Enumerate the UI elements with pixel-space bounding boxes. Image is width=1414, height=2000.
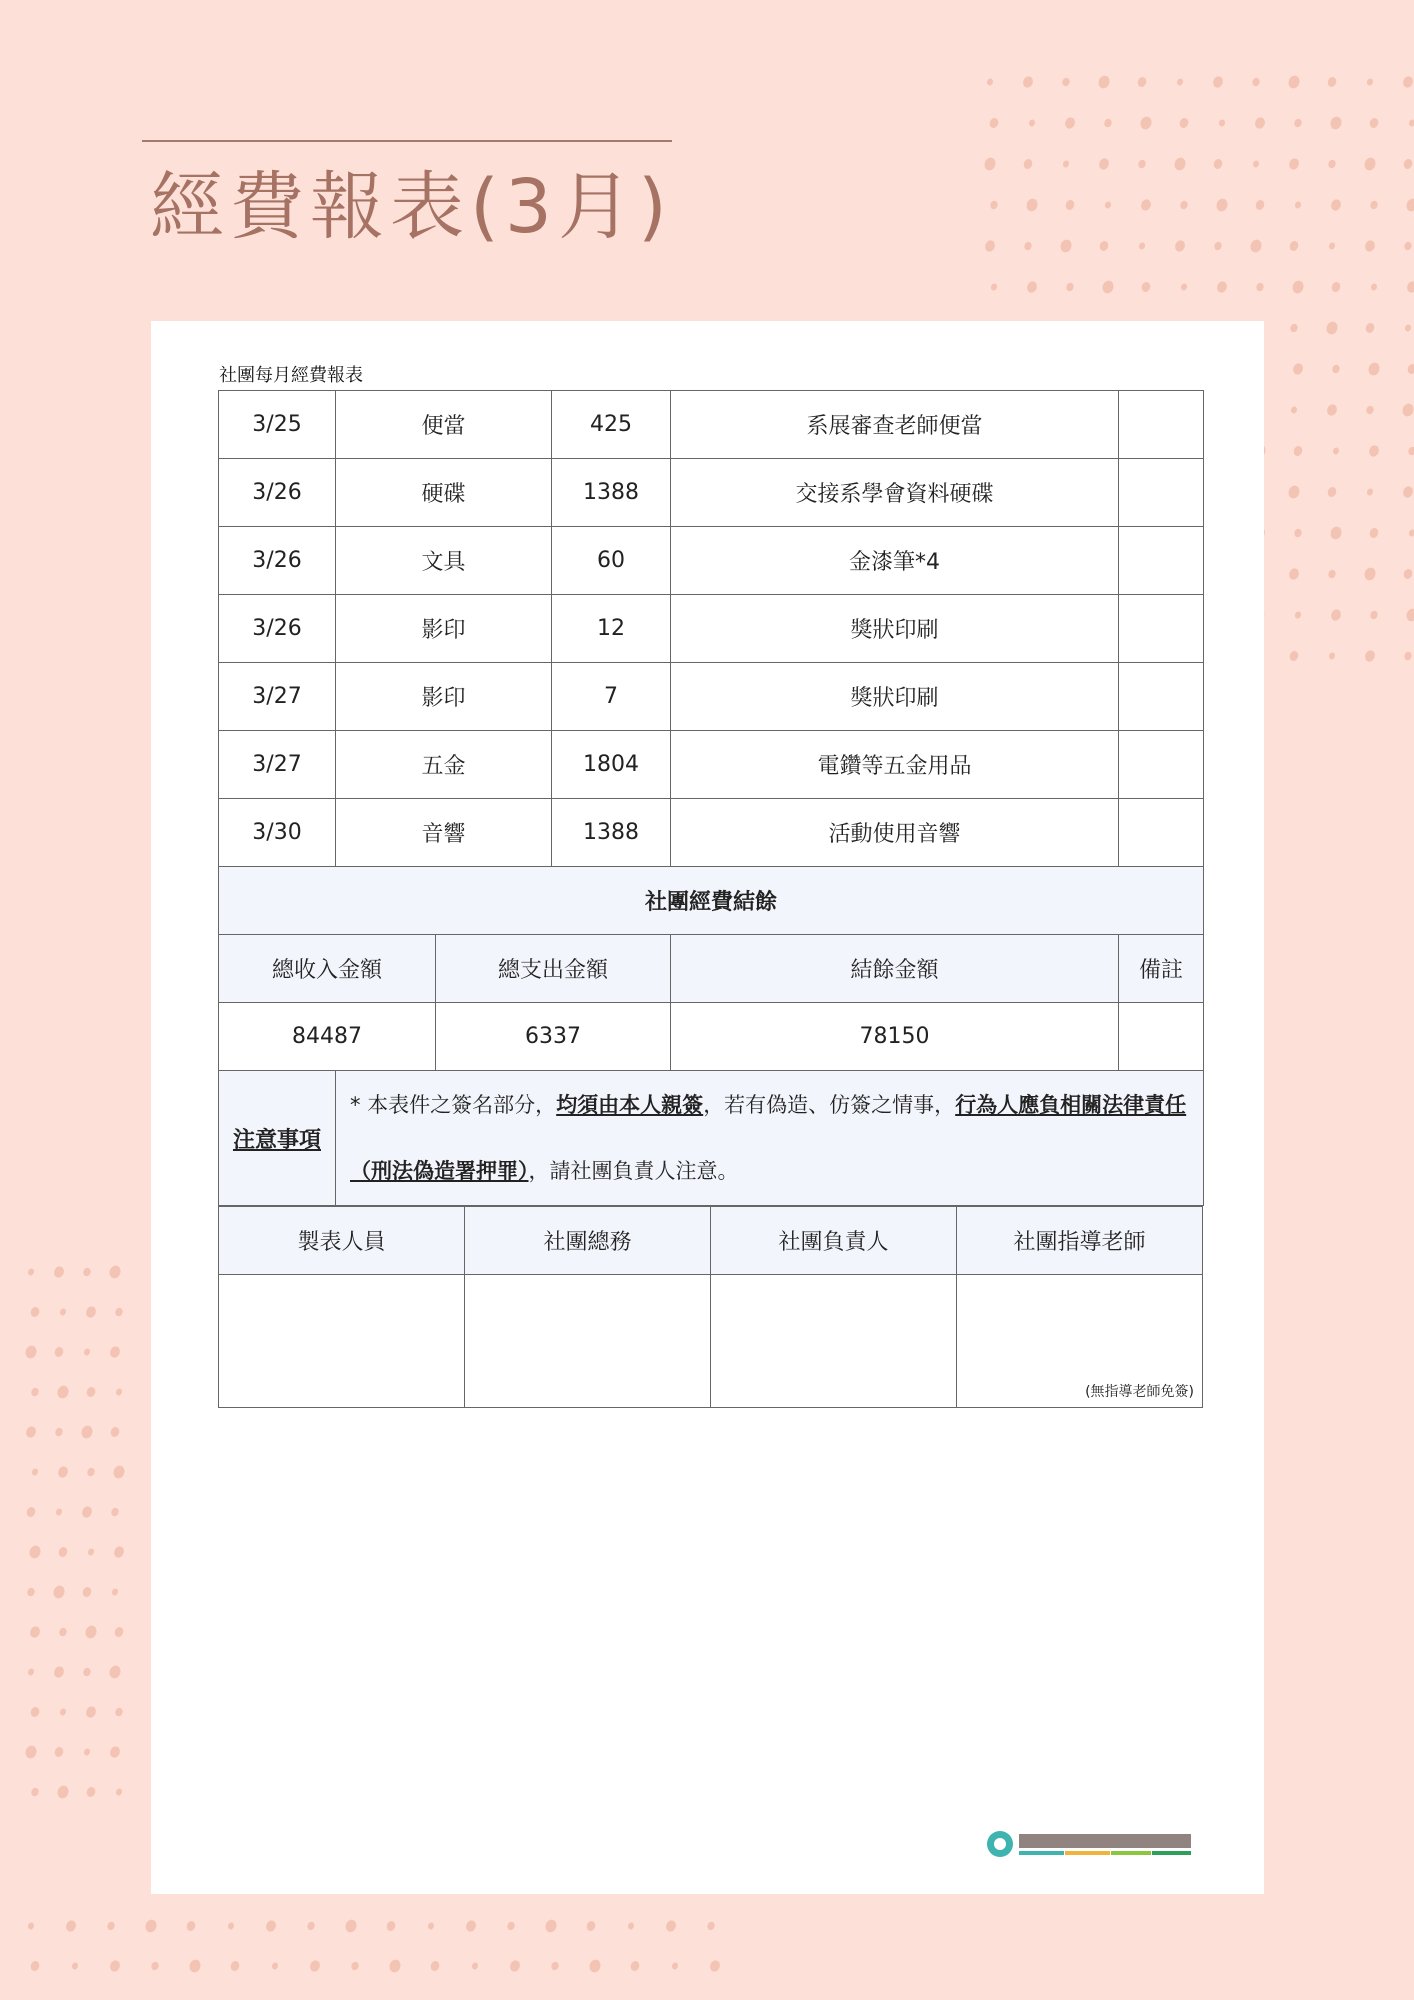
description-cell: 獎狀印刷 bbox=[671, 663, 1119, 731]
decorative-dot bbox=[1330, 281, 1341, 293]
amount-cell: 1388 bbox=[552, 459, 671, 527]
decorative-dot bbox=[54, 1427, 64, 1438]
decorative-dot bbox=[1218, 119, 1226, 128]
decorative-dot bbox=[509, 1959, 522, 1973]
decorative-dot bbox=[113, 1626, 124, 1638]
decorative-dot bbox=[1291, 279, 1306, 295]
decorative-dot bbox=[28, 1544, 43, 1560]
notice-part2: 均須由本人親簽 bbox=[556, 1093, 704, 1117]
decorative-dot bbox=[53, 1346, 64, 1358]
decorative-dot bbox=[1287, 74, 1302, 90]
decorative-dot bbox=[1330, 198, 1343, 212]
preparer-header: 製表人員 bbox=[219, 1207, 465, 1275]
decorative-dot bbox=[709, 1959, 722, 1973]
decorative-dot bbox=[1104, 201, 1112, 210]
decorative-dot bbox=[56, 1384, 71, 1400]
decorative-dot bbox=[25, 1425, 38, 1439]
decorative-dot bbox=[989, 200, 999, 211]
decorative-dot bbox=[1022, 158, 1033, 170]
remark-cell bbox=[1119, 595, 1204, 663]
table-row bbox=[219, 731, 1204, 799]
description-cell: 金漆筆*4 bbox=[671, 527, 1119, 595]
decorative-dot bbox=[986, 78, 994, 87]
decorative-dot bbox=[265, 1919, 278, 1933]
decorative-dot bbox=[108, 1664, 123, 1680]
decorative-dot bbox=[1026, 280, 1039, 294]
decorative-dot bbox=[1252, 160, 1260, 169]
decorative-dot bbox=[24, 1344, 39, 1360]
decorative-dot bbox=[27, 1922, 35, 1931]
decorative-dot bbox=[1402, 158, 1413, 170]
decorative-dot bbox=[1406, 363, 1414, 375]
decorative-dot bbox=[109, 1745, 122, 1759]
decorative-dot bbox=[29, 1706, 40, 1718]
preparer-signature-box[interactable] bbox=[219, 1275, 465, 1408]
decorative-dot bbox=[52, 1584, 67, 1600]
decorative-dot bbox=[988, 117, 999, 129]
decorative-dot bbox=[1293, 528, 1303, 539]
decorative-dot bbox=[1402, 568, 1413, 580]
decorative-dot bbox=[56, 1784, 71, 1800]
decorative-dot bbox=[1369, 610, 1379, 621]
decorative-dot bbox=[1254, 199, 1265, 211]
decorative-dot bbox=[1137, 159, 1147, 170]
decorative-dot bbox=[1368, 117, 1379, 129]
decorative-dot bbox=[80, 1424, 95, 1440]
decorative-dot bbox=[1028, 119, 1036, 128]
university-logo bbox=[985, 1827, 1195, 1861]
decorative-dot bbox=[1363, 156, 1378, 172]
decorative-dot bbox=[1402, 485, 1414, 499]
decorative-dot bbox=[57, 1465, 70, 1479]
date-cell: 3/25 bbox=[219, 391, 336, 459]
decorative-dot bbox=[506, 1921, 516, 1932]
decorative-dot bbox=[1368, 444, 1381, 458]
decorative-dot bbox=[990, 283, 998, 292]
decorative-dot bbox=[114, 1707, 124, 1718]
decorative-dot bbox=[1254, 116, 1267, 130]
decorative-dot bbox=[82, 1667, 92, 1678]
decorative-dot bbox=[550, 1961, 560, 1972]
decorative-dot bbox=[1062, 160, 1070, 169]
decorative-dot bbox=[1213, 241, 1223, 252]
decorative-dot bbox=[1370, 283, 1378, 292]
decorative-dot bbox=[1249, 238, 1264, 254]
decorative-dot bbox=[1216, 280, 1229, 294]
item-cell: 影印 bbox=[336, 663, 552, 731]
decorative-dot bbox=[27, 1668, 35, 1677]
advisor-exempt-note: (無指導老師免簽) bbox=[1085, 1384, 1194, 1400]
decorative-dot bbox=[27, 1268, 35, 1277]
table-row bbox=[219, 459, 1204, 527]
description-cell: 電鑽等五金用品 bbox=[671, 731, 1119, 799]
date-cell: 3/27 bbox=[219, 731, 336, 799]
decorative-dot bbox=[1288, 650, 1299, 662]
decorative-dot bbox=[1287, 484, 1302, 500]
decorative-dot bbox=[81, 1586, 92, 1598]
amount-cell: 7 bbox=[552, 663, 671, 731]
decorative-dot bbox=[108, 1264, 123, 1280]
decorative-dot bbox=[29, 1960, 40, 1972]
decorative-dot bbox=[1138, 242, 1146, 251]
treasurer-header: 社團總務 bbox=[465, 1207, 711, 1275]
decorative-dot bbox=[1174, 239, 1187, 253]
total-income-header: 總收入金額 bbox=[219, 935, 436, 1003]
balance-heading: 社團經費結餘 bbox=[219, 867, 1204, 935]
decorative-dot bbox=[1140, 198, 1153, 212]
decorative-dot bbox=[1403, 651, 1413, 662]
decorative-dot bbox=[59, 1308, 67, 1317]
decorative-dot bbox=[1064, 116, 1077, 130]
decorative-dot bbox=[1064, 199, 1075, 211]
notice-part1: * 本表件之簽名部分， bbox=[350, 1093, 557, 1117]
decorative-dot bbox=[1288, 567, 1301, 581]
decorative-dot bbox=[29, 1306, 40, 1318]
decorative-dot bbox=[1061, 77, 1071, 88]
decorative-dot bbox=[1364, 322, 1375, 334]
decorative-dot bbox=[1330, 608, 1343, 622]
date-cell: 3/27 bbox=[219, 663, 336, 731]
decorative-dot bbox=[344, 1918, 359, 1934]
decorative-dot bbox=[588, 1958, 603, 1974]
decorative-dot bbox=[1365, 405, 1375, 416]
table-row bbox=[219, 663, 1204, 731]
decorative-dot bbox=[671, 1962, 679, 1971]
decorative-dot bbox=[1325, 320, 1340, 336]
item-cell: 便當 bbox=[336, 391, 552, 459]
decorative-dot bbox=[1025, 197, 1040, 213]
date-cell: 3/26 bbox=[219, 527, 336, 595]
decorative-dot bbox=[1179, 200, 1189, 211]
decorative-dot bbox=[144, 1918, 159, 1934]
decorative-dot bbox=[1140, 281, 1151, 293]
decorative-dot bbox=[113, 1545, 126, 1559]
notice-part4: 行為人應負相關法律責任（刑法偽造署押罪） bbox=[350, 1093, 1187, 1183]
decorative-dot bbox=[87, 1548, 95, 1557]
decorative-dot bbox=[58, 1627, 68, 1638]
item-cell: 音響 bbox=[336, 799, 552, 867]
decorative-dot bbox=[30, 1387, 40, 1398]
decorative-dot bbox=[1364, 649, 1377, 663]
date-cell: 3/30 bbox=[219, 799, 336, 867]
decorative-dot bbox=[629, 1960, 640, 1972]
amount-cell: 12 bbox=[552, 595, 671, 663]
decorative-dot bbox=[227, 1922, 235, 1931]
decorative-dot bbox=[983, 156, 998, 172]
signature-table bbox=[218, 1206, 1203, 1408]
decorative-dot bbox=[229, 1960, 240, 1972]
date-cell: 3/26 bbox=[219, 459, 336, 527]
decorative-dot bbox=[185, 1920, 196, 1932]
decorative-dot bbox=[150, 1961, 160, 1972]
remark-cell bbox=[1119, 527, 1204, 595]
decorative-dot bbox=[1251, 77, 1261, 88]
remark-cell bbox=[1119, 663, 1204, 731]
decorative-dot bbox=[1103, 118, 1113, 129]
decorative-dot bbox=[1366, 488, 1374, 497]
total-income-value: 84487 bbox=[219, 1003, 436, 1071]
treasurer-signature-box[interactable] bbox=[465, 1275, 711, 1408]
decorative-dot bbox=[350, 1961, 360, 1972]
decorative-dot bbox=[385, 1920, 396, 1932]
decorative-dot bbox=[1327, 569, 1337, 580]
decorative-dot bbox=[1022, 75, 1035, 89]
decorative-dot bbox=[1290, 406, 1298, 415]
decorative-dot bbox=[1059, 238, 1074, 254]
page-title: 經費報表(3月) bbox=[150, 164, 673, 250]
decorative-dot bbox=[1402, 75, 1414, 89]
amount-cell: 425 bbox=[552, 391, 671, 459]
decorative-dot bbox=[1408, 529, 1414, 538]
decorative-dot bbox=[1327, 159, 1337, 170]
decorative-dot bbox=[85, 1305, 98, 1319]
decorative-dot bbox=[86, 1467, 96, 1478]
decorative-dot bbox=[106, 1921, 116, 1932]
decorative-dot bbox=[1180, 283, 1188, 292]
decorative-dot bbox=[1097, 74, 1112, 90]
notice-part3: ，若有偽造、仿簽之情事， bbox=[703, 1093, 956, 1117]
advisor-signature-box[interactable] bbox=[957, 1275, 1203, 1408]
decorative-dot bbox=[1406, 280, 1414, 294]
decorative-dot bbox=[1101, 279, 1116, 295]
decorative-dot bbox=[1292, 445, 1303, 457]
expense-table bbox=[218, 390, 1204, 1206]
decorative-dot bbox=[1293, 118, 1303, 129]
decorative-dot bbox=[1326, 486, 1337, 498]
table-row bbox=[219, 595, 1204, 663]
notice-part5: ，請社團負責人注意。 bbox=[528, 1159, 739, 1183]
decorative-dot bbox=[1178, 117, 1189, 129]
decorative-dot bbox=[1294, 201, 1302, 210]
remarks-header: 備註 bbox=[1119, 935, 1204, 1003]
total-expense-header: 總支出金額 bbox=[436, 935, 671, 1003]
decorative-dot bbox=[111, 1588, 119, 1597]
decorative-dot bbox=[544, 1918, 559, 1934]
club-leader-signature-box[interactable] bbox=[711, 1275, 957, 1408]
decorative-dot bbox=[59, 1708, 67, 1717]
decorative-dot bbox=[1288, 240, 1299, 252]
decorative-dot bbox=[465, 1919, 478, 1933]
notice-label: 注意事項 bbox=[219, 1071, 336, 1206]
decorative-dot bbox=[627, 1922, 635, 1931]
decorative-dot bbox=[110, 1507, 120, 1518]
decorative-dot bbox=[109, 1345, 122, 1359]
decorative-dot bbox=[55, 1508, 63, 1517]
club-leader-header: 社團負責人 bbox=[711, 1207, 957, 1275]
decorative-dot bbox=[1098, 240, 1109, 252]
remark-cell bbox=[1119, 731, 1204, 799]
decorative-dot bbox=[31, 1468, 39, 1477]
balance-value: 78150 bbox=[671, 1003, 1119, 1071]
decorative-dot bbox=[1212, 75, 1225, 89]
decorative-dot bbox=[1326, 403, 1339, 417]
decorative-dot bbox=[427, 1922, 435, 1931]
decorative-dot bbox=[1173, 156, 1188, 172]
remark-cell bbox=[1119, 459, 1204, 527]
decorative-dot bbox=[1332, 447, 1340, 456]
decorative-dot bbox=[984, 239, 997, 253]
item-cell: 五金 bbox=[336, 731, 552, 799]
decorative-dot bbox=[309, 1959, 322, 1973]
decorative-dot bbox=[25, 1506, 36, 1518]
decorative-dot bbox=[83, 1748, 91, 1757]
total-expense-value: 6337 bbox=[436, 1003, 671, 1071]
remarks-value bbox=[1119, 1003, 1204, 1071]
item-cell: 文具 bbox=[336, 527, 552, 595]
decorative-dot bbox=[1328, 242, 1336, 251]
item-cell: 影印 bbox=[336, 595, 552, 663]
decorative-dot bbox=[65, 1919, 78, 1933]
decorative-dot bbox=[306, 1921, 316, 1932]
decorative-dot bbox=[388, 1958, 403, 1974]
decorative-dot bbox=[1023, 241, 1033, 252]
decorative-dot bbox=[85, 1386, 96, 1398]
remark-cell bbox=[1119, 799, 1204, 867]
description-cell: 活動使用音響 bbox=[671, 799, 1119, 867]
decorative-dot bbox=[1364, 239, 1377, 253]
decorative-dot bbox=[24, 1744, 39, 1760]
decorative-dot bbox=[271, 1962, 279, 1971]
table-row bbox=[219, 527, 1204, 595]
decorative-dot bbox=[84, 1624, 99, 1640]
decorative-dot bbox=[1294, 611, 1302, 620]
decorative-dot bbox=[81, 1505, 94, 1519]
decorative-dot bbox=[82, 1267, 92, 1278]
decorative-dot bbox=[85, 1786, 96, 1798]
amount-cell: 60 bbox=[552, 527, 671, 595]
decorative-dot bbox=[83, 1348, 91, 1357]
table-row bbox=[219, 391, 1204, 459]
decorative-dot bbox=[1405, 607, 1414, 623]
decorative-dot bbox=[115, 1388, 123, 1397]
decorative-dot bbox=[1367, 361, 1382, 377]
decorative-dot bbox=[1329, 525, 1344, 541]
decorative-dot bbox=[429, 1960, 440, 1972]
decorative-dot bbox=[585, 1920, 596, 1932]
decorative-dot bbox=[1405, 197, 1414, 213]
amount-cell: 1804 bbox=[552, 731, 671, 799]
decorative-dot bbox=[1136, 76, 1147, 88]
decorative-dot bbox=[115, 1788, 123, 1797]
decorative-dot bbox=[1363, 566, 1378, 582]
amount-cell: 1388 bbox=[552, 799, 671, 867]
decorative-dot bbox=[1289, 323, 1299, 334]
decorative-dot bbox=[1176, 78, 1184, 87]
decorative-dot bbox=[471, 1962, 479, 1971]
decorative-dot bbox=[1407, 446, 1414, 457]
decorative-dot bbox=[1366, 78, 1374, 87]
decorative-dot bbox=[71, 1962, 79, 1971]
description-cell: 獎狀印刷 bbox=[671, 595, 1119, 663]
decorative-dot bbox=[109, 1426, 120, 1438]
decorative-dot bbox=[1098, 157, 1111, 171]
report-sheet bbox=[151, 321, 1264, 1894]
decorative-dot bbox=[1288, 157, 1301, 171]
decorative-dot bbox=[1404, 324, 1412, 333]
table-row bbox=[219, 799, 1204, 867]
decorative-dot bbox=[85, 1705, 98, 1719]
decorative-dot bbox=[706, 1921, 716, 1932]
decorative-dot bbox=[188, 1958, 203, 1974]
decorative-dot bbox=[1368, 527, 1379, 539]
description-cell: 系展審查老師便當 bbox=[671, 391, 1119, 459]
decorative-dot bbox=[1401, 402, 1414, 418]
decorative-dot bbox=[1326, 76, 1337, 88]
table-caption: 社團每月經費報表 bbox=[219, 365, 363, 386]
decorative-dot bbox=[1065, 282, 1075, 293]
decorative-dot bbox=[1403, 241, 1413, 252]
decorative-dot bbox=[57, 1546, 68, 1558]
decorative-dot bbox=[1215, 197, 1230, 213]
title-rule bbox=[142, 140, 672, 142]
advisor-header: 社團指導老師 bbox=[957, 1207, 1203, 1275]
decorative-dot bbox=[1255, 282, 1265, 293]
date-cell: 3/26 bbox=[219, 595, 336, 663]
decorative-dot bbox=[26, 1587, 36, 1598]
remark-cell bbox=[1119, 391, 1204, 459]
decorative-dot bbox=[29, 1625, 42, 1639]
balance-header: 結餘金額 bbox=[671, 935, 1119, 1003]
decorative-dot bbox=[30, 1787, 40, 1798]
decorative-dot bbox=[1292, 362, 1305, 376]
description-cell: 交接系學會資料硬碟 bbox=[671, 459, 1119, 527]
decorative-dot bbox=[1328, 652, 1336, 661]
decorative-dot bbox=[1212, 158, 1223, 170]
decorative-dot bbox=[1329, 115, 1344, 131]
decorative-dot bbox=[114, 1307, 124, 1318]
decorative-dot bbox=[109, 1959, 122, 1973]
decorative-dot bbox=[1408, 119, 1414, 128]
decorative-dot bbox=[53, 1746, 64, 1758]
decorative-dot bbox=[112, 1464, 127, 1480]
decorative-dot bbox=[1331, 364, 1341, 375]
decorative-dot bbox=[53, 1265, 66, 1279]
decorative-dot bbox=[53, 1665, 66, 1679]
decorative-dot bbox=[665, 1919, 678, 1933]
decorative-dot bbox=[1139, 115, 1154, 131]
notice-text bbox=[336, 1071, 1204, 1206]
item-cell: 硬碟 bbox=[336, 459, 552, 527]
decorative-dot bbox=[1369, 200, 1379, 211]
